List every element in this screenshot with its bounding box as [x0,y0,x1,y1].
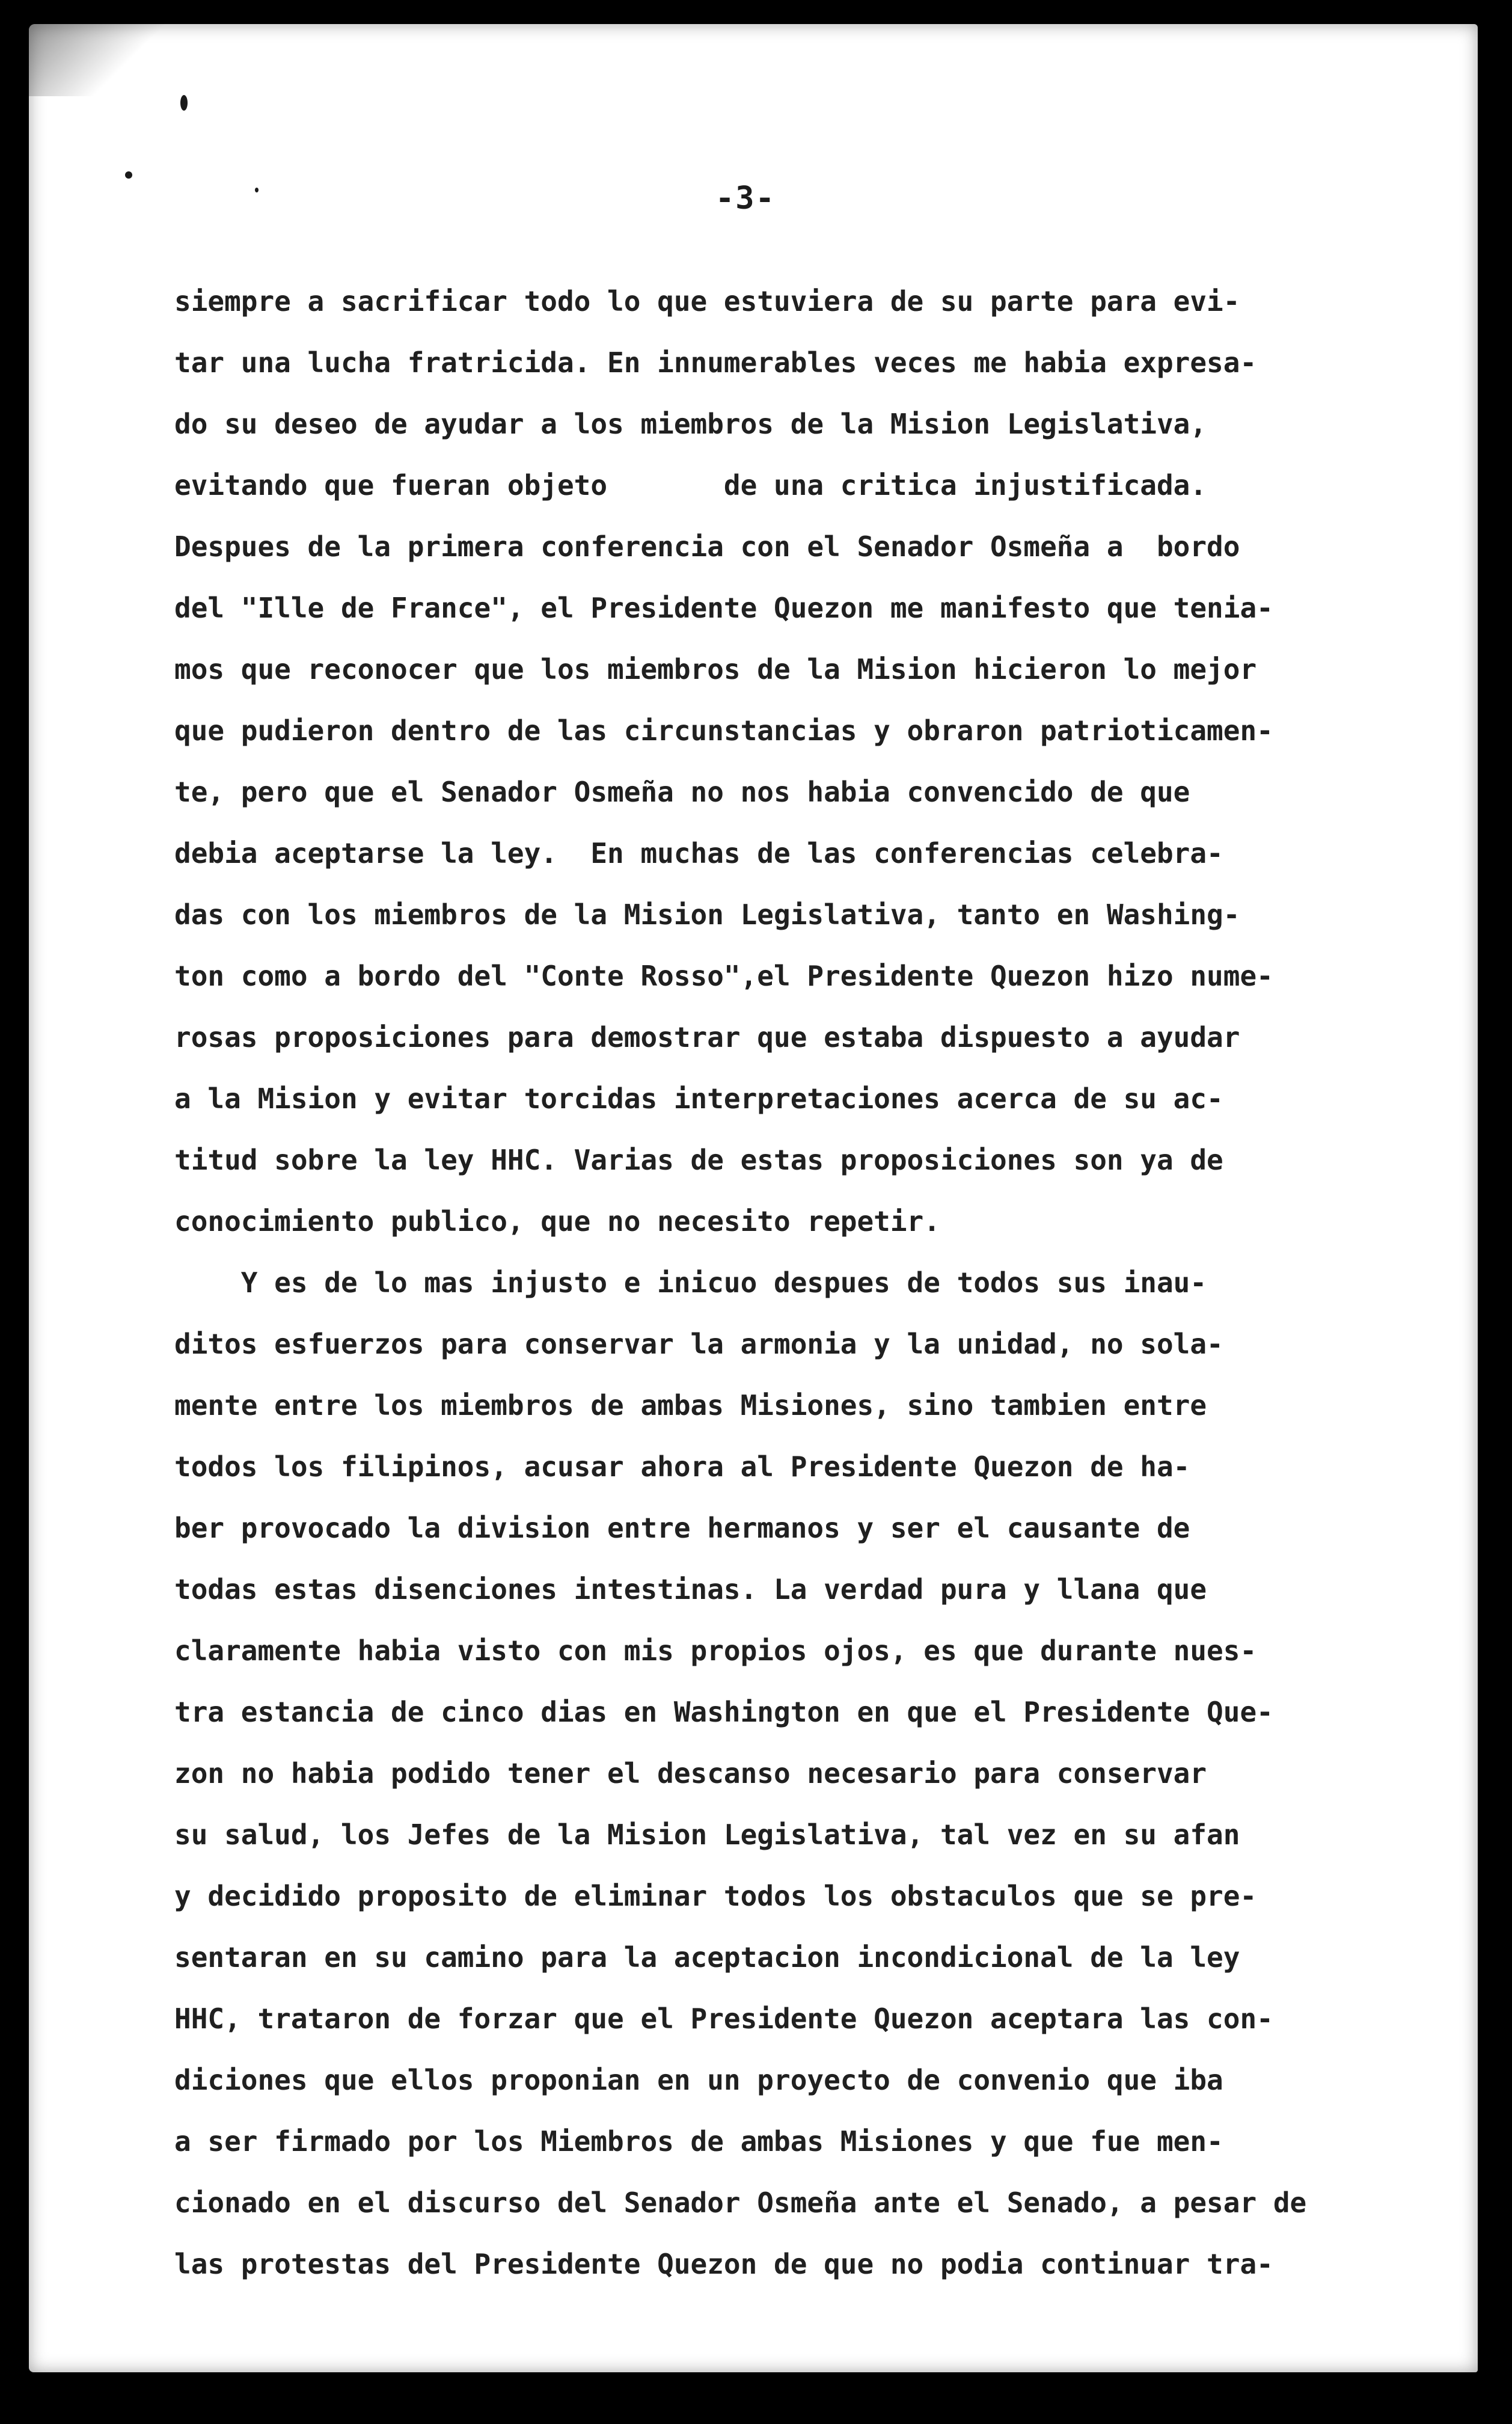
text-line: das con los miembros de la Mision Legislativa, tanto en Washing- [174,898,1240,931]
text-line: todos los filipinos, acusar ahora al Presidente Quezon de ha- [174,1450,1190,1483]
text-line: te, pero que el Senador Osmeña no nos habia convencido de que [174,776,1190,808]
text-line: ditos esfuerzos para conservar la armonia y la unidad, no sola- [174,1328,1223,1360]
ink-speck [180,95,188,111]
text-line: tar una lucha fratricida. En innumerables veces me habia expresa- [174,346,1257,379]
text-line: conocimiento publico, que no necesito repetir. [174,1205,940,1238]
text-line: ton como a bordo del "Conte Rosso",el Presidente Quezon hizo nume- [174,960,1273,992]
text-line: a la Mision y evitar torcidas interpretaciones acerca de su ac- [174,1082,1223,1115]
text-line: que pudieron dentro de las circunstancias y obraron patrioticamen- [174,714,1273,747]
text-line: mente entre los miembros de ambas Misiones, sino tambien entre [174,1389,1207,1422]
text-line: siempre a sacrificar todo lo que estuviera de su parte para evi- [174,285,1240,318]
text-line: rosas proposiciones para demostrar que estaba dispuesto a ayudar [174,1021,1240,1054]
document-body [174,271,1449,2295]
text-line: diciones que ellos proponian en un proyecto de convenio que iba [174,2064,1223,2096]
text-line: HHC, trataron de forzar que el Presidente Quezon aceptara las con- [174,2002,1273,2035]
text-line: sentaran en su camino para la aceptacion incondicional de la ley [174,1941,1240,1974]
text-line: cionado en el discurso del Senador Osmeña ante el Senado, a pesar de [174,2186,1307,2219]
text-line: Despues de la primera conferencia con el Senador Osmeña a bordo [174,530,1240,563]
page-number: -3- [715,180,776,216]
text-line: claramente habia visto con mis propios ojos, es que durante nues- [174,1634,1257,1667]
text-line: do su deseo de ayudar a los miembros de la Mision Legislativa, [174,408,1207,440]
text-line: su salud, los Jefes de la Mision Legislativa, tal vez en su afan [174,1818,1240,1851]
text-line: tra estancia de cinco dias en Washington en que el Presidente Que- [174,1696,1273,1728]
page-corner-shadow [29,24,185,96]
text-line: evitando que fueran objeto de una critica injustificada. [174,469,1207,502]
ink-speck [255,188,259,192]
text-line: mos que reconocer que los miembros de la Mision hicieron lo mejor [174,653,1257,686]
text-line: zon no habia podido tener el descanso necesario para conservar [174,1757,1207,1790]
text-line: titud sobre la ley HHC. Varias de estas proposiciones son ya de [174,1144,1223,1176]
text-line: a ser firmado por los Miembros de ambas Misiones y que fue men- [174,2125,1223,2158]
text-line: del "Ille de France", el Presidente Quezon me manifesto que tenia- [174,592,1273,624]
ink-speck [125,171,132,179]
text-line: todas estas disenciones intestinas. La verdad pura y llana que [174,1573,1207,1606]
text-line: Y es de lo mas injusto e inicuo despues de todos sus inau- [174,1266,1207,1299]
text-line: las protestas del Presidente Quezon de que no podia continuar tra- [174,2248,1273,2280]
text-line: ber provocado la division entre hermanos y ser el causante de [174,1512,1190,1544]
text-line: y decidido proposito de eliminar todos los obstaculos que se pre- [174,1880,1257,1912]
text-line: debia aceptarse la ley. En muchas de las conferencias celebra- [174,837,1223,870]
